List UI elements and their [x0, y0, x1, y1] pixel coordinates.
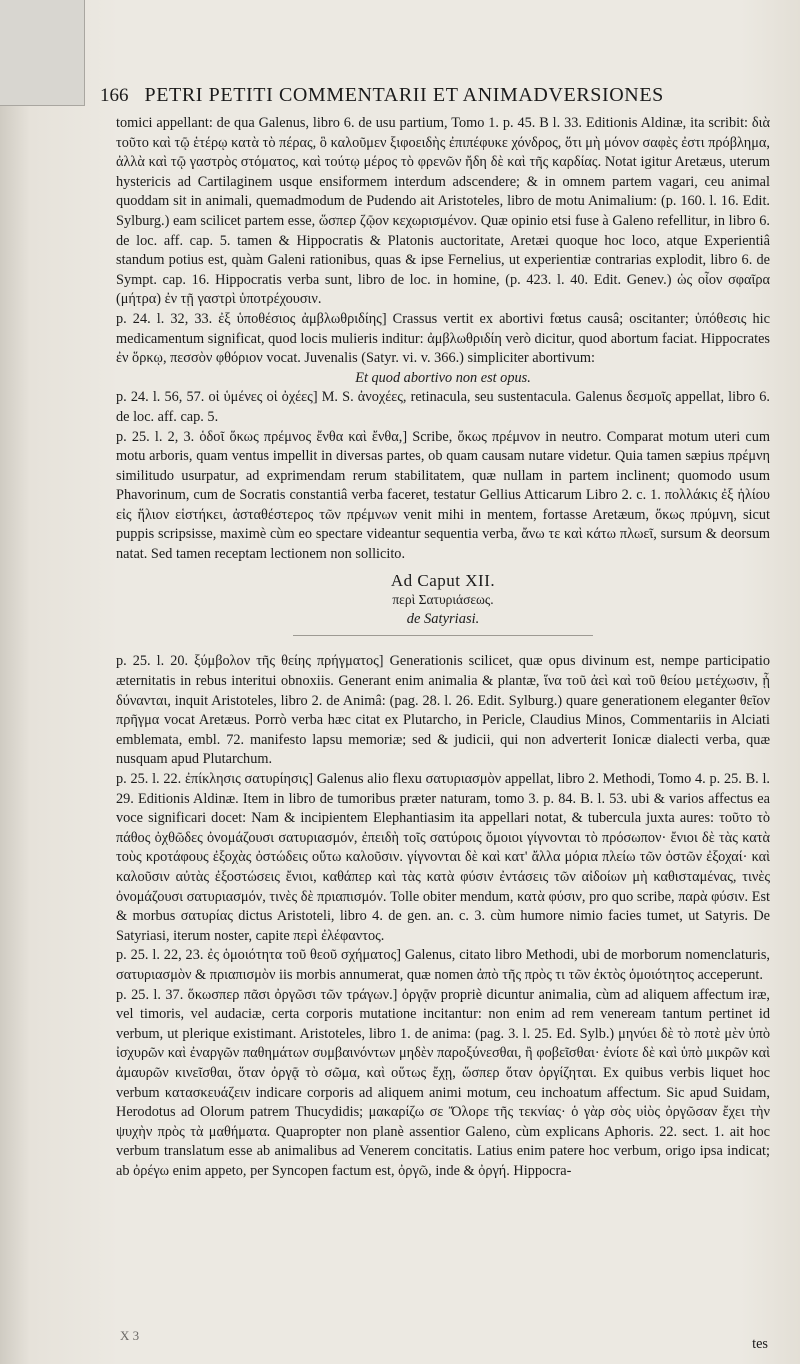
folded-page-corner — [0, 0, 85, 106]
paragraph-5: p. 25. l. 20. ξύμβολον τῆς θείης πρήγματος] Generationis scilicet, quæ opus divinum est, nempe participatio æternitatis in rebus interitui obnoxiis. Generant enim animalia & plantæ, ἵνα τοῦ ἀεὶ καὶ τοῦ θείου μετέχωσιν, ᾗ δύνανται, inquit Aristoteles, libro 2. de Animâ: (pag. 28. l. 26. Edit. Sylburg.) quare generationem eleganter θεῖον πρῆγμα vocat Aretæus. Porrò verba hæc citat ex Plutarcho, in Pericle, Claudius Minos, Commentariis in Alciati emblemata, embl. 72. manifesto lapsu memoriæ; sed & judicii, qui non adverterit Ionicæ dialecti verba, quæ nusquam apud Plutarchum. — [116, 653, 770, 768]
chapter-title: Ad Caput XII. — [390, 570, 496, 590]
chapter-heading — [116, 571, 770, 637]
paragraph-8: p. 25. l. 37. ὅκωσπερ πᾶσι ὀργῶσι τῶν τράγων.] ὀργᾷν propriè dicuntur animalia, cùm ad aliquem affectum iræ, vel timoris, vel audaciæ, certa corporis mutatione incitantur: non enim ad rem veneream tantum pertinet id verbum, ut plerique existimant. Aristoteles, libro 1. de anima: (pag. 3. l. 25. Ed. Sylb.) μηνύει δὲ τὸ ποτὲ μὲν ὑπὸ ἰσχυρῶν καὶ ἐναργῶν παθημάτων συμβαινόντων μηδὲν παροξύνεσθαι, ἢ φοβεῖσθαι· ἐνίοτε δὲ καὶ ὑπὸ μικρῶν καὶ ἀμαυρῶν κινεῖσθαι, ὅταν ὀργᾷ τὸ σῶμα, καὶ οὕτως ἔχῃ, ὥσπερ ὅταν ὀργίζηται. Ex quibus verbis liquet hoc verbum κατασκευάζειν indicare corporis ad aliquem animi motum, ceu inchoatum affectum. Sic apud Suidam, Herodotus ad Olorum patrem Thucydidis; μακαρίζω σε Ὄλορε τῆς τεκνίας· ὁ γὰρ σὸς υἱὸς ὀργῶσαν ἔχει τὴν ψυχὴν πρὸς τὰ μαθήματα. Quapropter non planè assentior Galeno, cùm explicans Aphoris. 22. sect. 1. ait hoc verbum translatum esse ab animalibus ad Venerem concitatis. Latius enim patere hoc verbum, origo ipsa indicat; ab ὀρέγω enim appeto, per Syncopen factum est, ὀργῶ, inde & ὀργή. Hippocra- — [116, 986, 770, 1179]
divider — [293, 635, 593, 636]
chapter-greek-title: περὶ Σατυριάσεως. — [392, 592, 494, 608]
page-number: 166 — [100, 85, 129, 106]
paragraph-3: p. 24. l. 56, 57. οἱ ὑμένες οἱ ὀχέες] M. S. ἀνοχέες, retinacula, seu sustentacula. Galenus δεσμοῖς appellat, libro 6. de loc. aff. cap. 5. — [116, 389, 770, 425]
chapter-latin-title: de Satyriasi. — [406, 610, 480, 627]
page-header — [100, 84, 700, 114]
paragraph-7: p. 25. l. 22, 23. ἐς ὁμοιότητα τοῦ θεοῦ σχήματος] Galenus, citato libro Methodi, ubi de morborum nomenclaturis, σατυριασμὸν & πριαπισμὸν iis morbis annumerat, quæ nomen ἀπὸ τῆς πρὸς τι τῶν ἐκτὸς ὁμοιότητος acceperunt. — [116, 947, 770, 983]
body-text — [116, 114, 770, 1181]
paragraph-2: p. 24. l. 32, 33. ἐξ ὑποθέσιος ἀμβλωθριδίης] Crassus vertit ex abortivi fœtus causâ; oscitanter; ὑπόθεσις hic medicamentum significat, quod locis mulieris inditur: ἀμβλωθριδίη verò dicitur, quod abortum faciat. Hippocrates ἐν ὅρκῳ, πεσσὸν φθόριον vocat. Juvenalis (Satyr. vi. v. 366.) simpliciter abortivum: — [116, 310, 770, 367]
signature-mark: X 3 — [120, 1328, 140, 1343]
catch-word: tes — [752, 1336, 768, 1352]
running-head: PETRI PETITI COMMENTARII ET ANIMADVERSIONES — [144, 84, 664, 106]
paragraph-4: p. 25. l. 2, 3. ὁδοῖ ὅκως πρέμνος ἔνθα καὶ ἔνθα,] Scribe, ὅκως πρέμνον in neutro. Comparat motum uteri cum motu arboris, quam ventus impellit in diversas partes, ob quam causam nutare videtur. Quia tamen sæpius πρέμνη similitudo usurpatur, ad exprimendam rerum stabilitatem, quæ nullam in partem inclinent; quomodo usum Phavorinum, cum de Socratis constantiâ verba faceret, testatur Gellius Atticarum Libro 2. c. 1. πολλάκις ἐξ ἡλίου εἰς ἥλιον εἱστήκει, ἀσταθέστερος τῶν πρέμνων venit mihi in mentem, fortasse Aretæum, ὅκως πρύμνη, sicut puppis scripsisse, maximè cùm eo spectare videantur sequentia verba, ἄνω τε καὶ κάτω πλωεῖ, sursum & deorsum natat. Sed tamen receptam lectionem non sollicito. — [116, 428, 770, 563]
verse-quote: Et quod abortivo non est opus. — [355, 369, 531, 386]
paragraph-1: tomici appellant: de qua Galenus, libro 6. de usu partium, Tomo 1. p. 45. B l. 33. Editionis Aldinæ, ita scribit: διὰ τοῦτο καὶ τῷ ἑτέρῳ κατὰ τὸ πέρας, ὃ καλοῦμεν ξιφοειδὴς ἐπιπέφυκε χόνδρος, ὅτι μὴ μόνον σαφὲς ἐστι πρόβλημα, ἀλλὰ καὶ τῷ γαστρὸς στόματος, καὶ τούτῳ μέρος τὸ φρενῶν ἤδη δὲ καὶ τῆς καρδίας. Notat igitur Aretæus, uterum hystericis ad Cartilaginem usque ensiformem interdum adscendere; & in omnem partem vagari, ceu animal quoddam sit in animali, quemadmodum de Pudendo ait Aristoteles, libro de motu Animalium: (p. 160. l. 16. Edit. Sylburg.) eam scilicet partem esse, ὥσπερ ζῷον κεχωρισμένον. Quæ opinio etsi fuse à Galeno refellitur, in libro 6. de loc. aff. cap. 5. tamen & Hippocratis & Platonis auctoritate, Aretæi quoque hoc loco, atque Experientiâ standum potius est, quàm Galeni rationibus, quas & ipse Fernelius, ut experientiæ contrarias explodit, libro 6. de Sympt. cap. 16. Hippocratis verba sunt, libro de loc. in homine, (p. 423. l. 40. Edit. Genev.) ὡς οἷον σφαῖρα (μήτρα) ἐν τῇ γαστρὶ ὑποτρέχουσιν. — [116, 115, 770, 308]
paragraph-6: p. 25. l. 22. ἐπίκλησις σατυρίησις] Galenus alio flexu σατυριασμὸν appellat, libro 2. Methodi, Tomo 4. p. 25. B. l. 29. Editionis Aldinæ. Item in libro de tumoribus præter naturam, tomo 3. p. 84. B. l. 53. ubi & varios affectus ea voce significari docet: Nam & incipientem Elephantiasim ita appellari notat, & tubercula juxta aures: τοῦτο τὸ πάθος ὀχθῶδες ὀνομάζουσι σατυριασμόν, ἐπειδὴ τοῖς σατύροις ὅμοιοι γίγνονται τὸ πρόσωπον· ἔνιοι δὲ τὰς κατὰ τοὺς κροτάφους ἐξοχὰς ὀστώδεις οὕτω καλοῦσιν. γίγνονται δὲ καὶ κατ' ἄλλα μόρια πλείω τῶν ὀστῶν ἐξοχαί· καὶ καλοῦσιν αὐτὰς ἐξοστώσεις ἔνιοι, καθάπερ καὶ τὰς κατὰ φύσιν ἐντάσεις τῶν αἰδοίων μὴ καθισταμένας, τινὲς ὀνομάζουσι σατυριασμόν, τινὲς δὲ πριαπισμόν. Tolle obiter mendum, κατὰ φύσιν, pro quo scribe, παρὰ φύσιν. Est & morbus σατυρίας dictus Aristoteli, libro 4. de gen. an. c. 3. cùm humore nimio facies tumet, ut Satyris. De Satyriasi, iterum noster, capite περὶ ἐλέφαντος. — [116, 771, 770, 944]
